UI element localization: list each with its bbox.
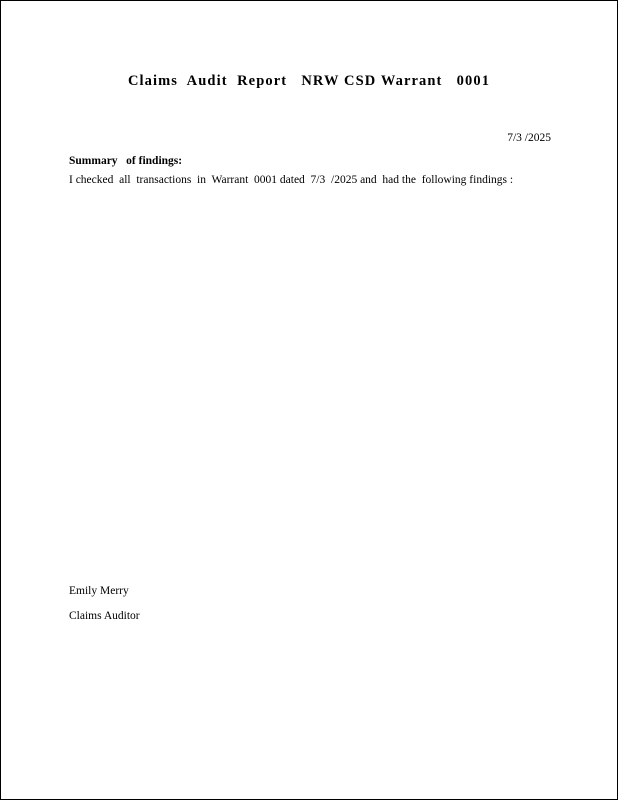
signature-name: Emily Merry — [69, 585, 129, 597]
report-date: 7/3 /2025 — [507, 132, 551, 144]
summary-body-text: I checked all transactions in Warrant 0001 dated 7/3 /2025 and had the following findings : — [69, 174, 514, 186]
signature-title: Claims Auditor — [69, 610, 140, 622]
findings-area — [69, 196, 553, 576]
page-title: Claims Audit Report NRW CSD Warrant 0001 — [127, 73, 491, 89]
summary-heading: Summary of findings: — [69, 155, 183, 167]
